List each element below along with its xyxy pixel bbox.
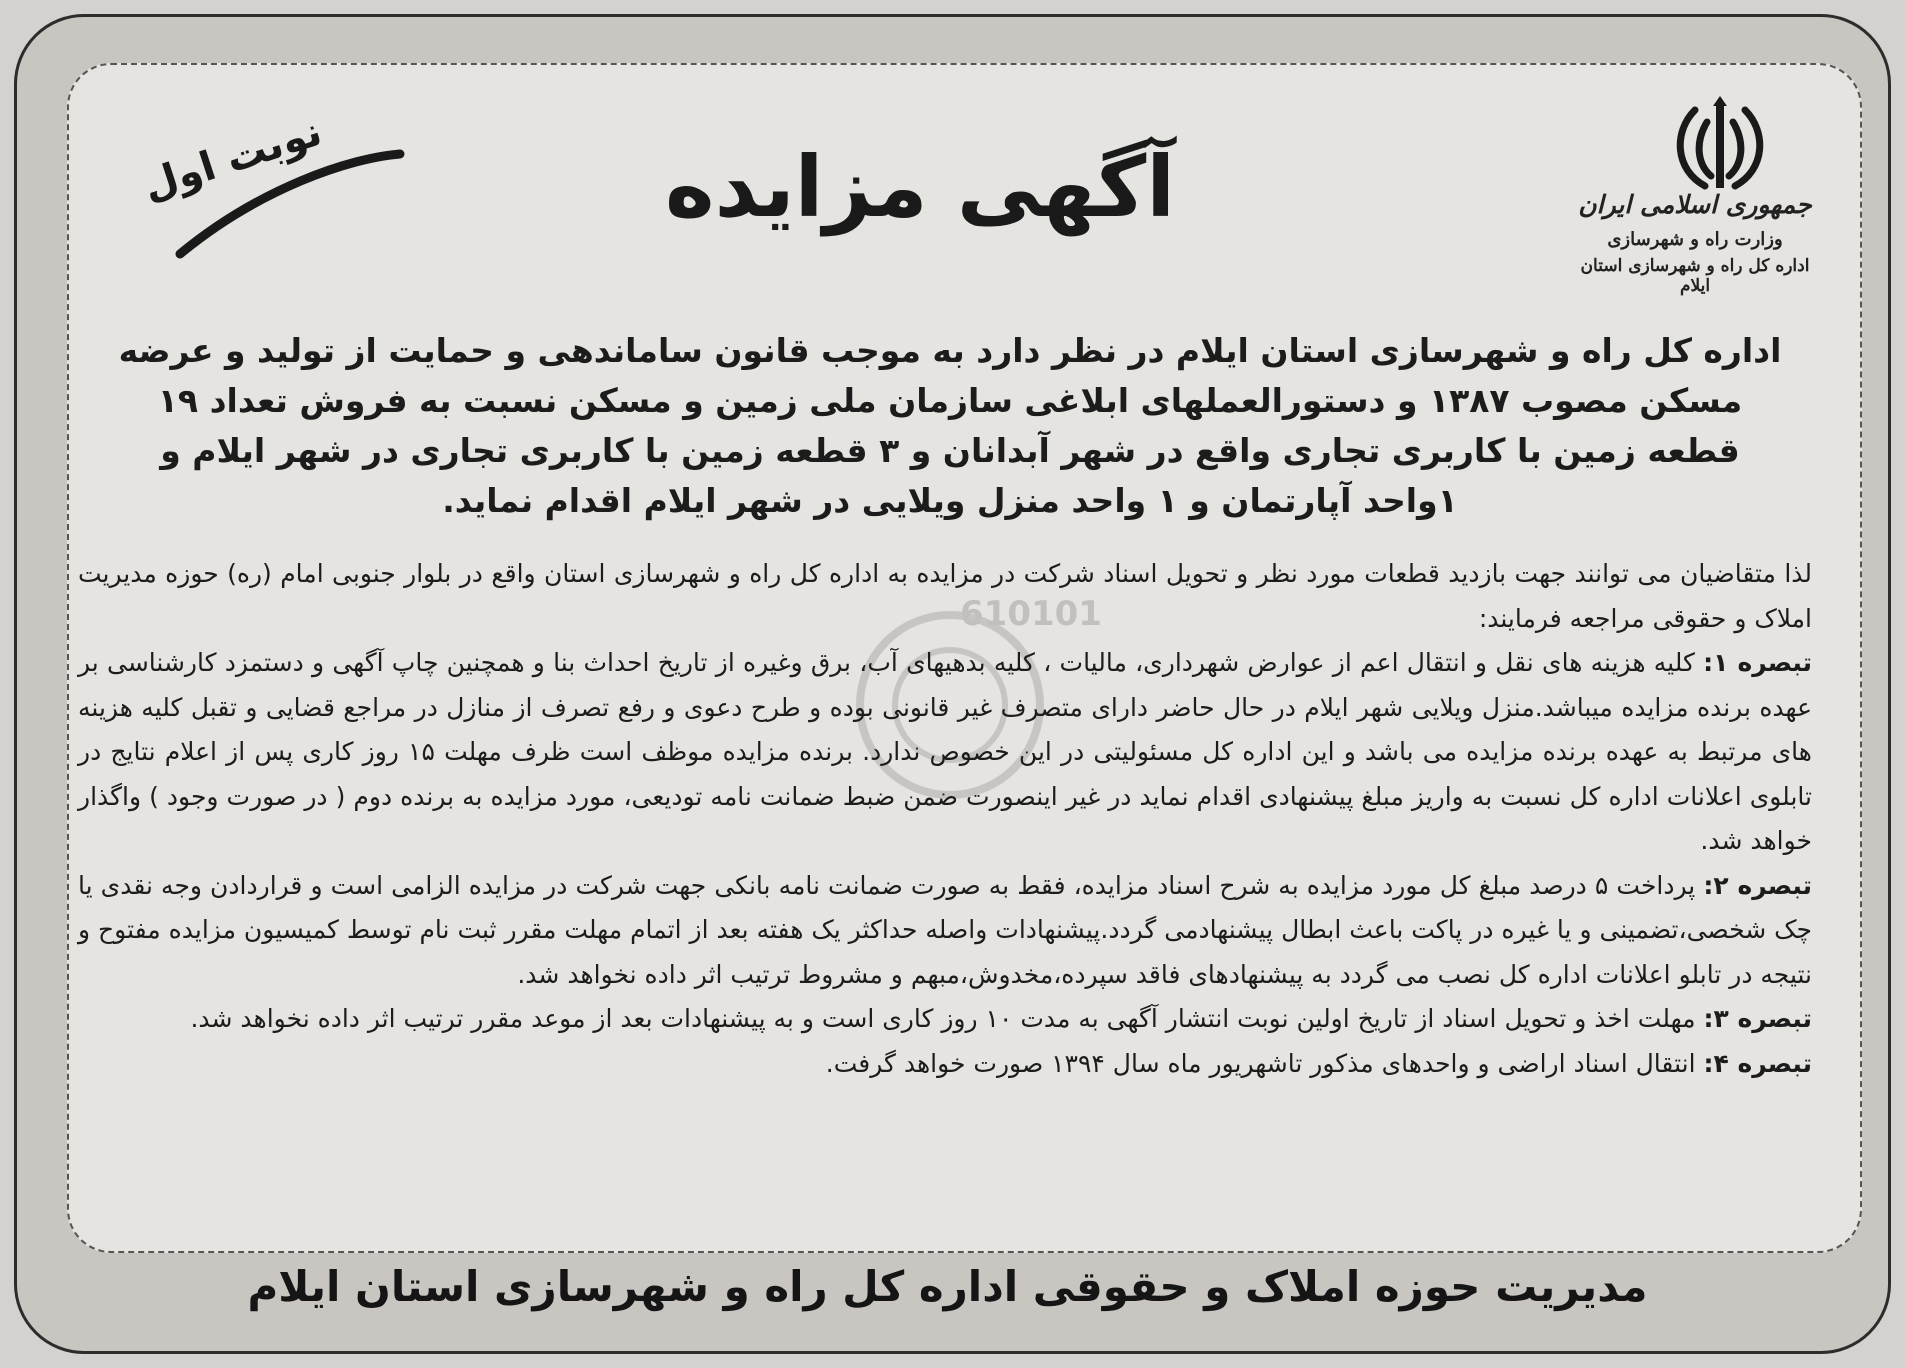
note-3 (78, 997, 1812, 1042)
note-1-text: کلیه هزینه های نقل و انتقال اعم از عوارض شهرداری، مالیات ، کلیه بدهیهای آب، برق وغیره از تاریخ احداث بنا و همچنین چاپ آگهی و دستمزد کارشناسی بر عهده برنده مزایده میباشد.منزل ویلایی شهر ایلام در حال حاضر دارای متصرف غیر قانونی بوده و طرح دعوی و رفع تصرف از منازل در مراجع قضایی و تقبل کلیه هزینه های مرتبط به عهده برنده مزایده می باشد و این اداره کل مسئولیتی در این خصوص ندارد. برنده مزایده موظف است ظرف مهلت ۱۵ روز کاری پس از اعلام نتایج در تابلوی اعلانات اداره کل نسبت به واریز مبلغ پیشنهادی اقدام نماید در غیر اینصورت ضمن ضبط ضمانت نامه تودیعی، مورد مزایده به برنده دوم ( در صورت وجود ) واگذار خواهد شد. (78, 648, 1812, 855)
iran-emblem-icon (1665, 92, 1775, 202)
organization-block (1565, 190, 1825, 296)
note-2-label: تبصره ۲: (1703, 870, 1813, 900)
notice-title: آگهی مزایده (664, 138, 1176, 236)
note-1-label: تبصره ۱: (1703, 648, 1812, 677)
note-2-text: پرداخت ۵ درصد مبلغ کل مورد مزایده به شرح اسناد مزایده، فقط به صورت ضمانت نامه بانکی جهت شرکت در مزایده الزامی است و قراردادن وجه نقدی یا چک شخصی،تضمینی و یا غیره در پاکت باعث ابطال پیشنهادمی گردد.پیشنهادات واصله حداکثر یک هفته بعد از اتمام مهلت مقرر ثبت نام توسط کمیسیون مزایده مفتوح و نتیجه در تابلو اعلانات اداره کل نصب می گردد به پیشنهادهای فاقد سپرده،مخدوش،مبهم و مشروط ترتیب اثر داده نخواهد شد. (78, 870, 1812, 989)
republic-name: جمهوری اسلامی ایران (1578, 190, 1812, 219)
note-4 (78, 1042, 1812, 1087)
note-3-label: تبصره ۳: (1703, 1004, 1812, 1033)
note-4-text: انتقال اسناد اراضی و واحدهای مذکور تاشهریور ماه سال ۱۳۹۴ صورت خواهد گرفت. (825, 1048, 1696, 1078)
note-2 (78, 864, 1812, 998)
intro-paragraph: اداره کل راه و شهرسازی استان ایلام در نظر دارد به موجب قانون ساماندهی و حمایت از تولید و عرضه مسکن مصوب ۱۳۸۷ و دستورالعملهای ابلاغی سازمان ملی زمین و مسکن نسبت به فروش تعداد ۱۹ قطعه زمین با کاربری تجاری واقع در شهر آبدانان و ۳ قطعه زمین با کاربری تجاری در شهر ایلام و ۱واحد آپارتمان و ۱ واحد منزل ویلایی در شهر ایلام اقدام نماید. (118, 331, 1782, 520)
note-1 (78, 641, 1812, 864)
note-3-text: مهلت اخذ و تحویل اسناد از تاریخ اولین نوبت انتشار آگهی به مدت ۱۰ روز کاری است و به پیشنهادات بعد از موعد مقرر ترتیب اثر داده نخواهد شد. (190, 1004, 1696, 1033)
round-label: نوبت اول (137, 108, 328, 210)
ministry-name: وزارت راه و شهرسازی (1607, 229, 1783, 250)
watermark-text: 610101 (960, 594, 1102, 634)
round-badge (120, 108, 420, 268)
invitation-paragraph: لذا متقاضیان می توانند جهت بازدید قطعات مورد نظر و تحویل اسناد شرکت در مزایده به اداره کل راه و شهرسازی استان واقع در بلوار جنوبی امام (ره) حوزه مدیریت املاک و حقوقی مراجعه فرمایند: (78, 559, 1812, 633)
note-4-label: تبصره ۴: (1703, 1048, 1812, 1078)
notice-body (78, 552, 1812, 1086)
footer-signature: مدیریت حوزه املاک و حقوقی اداره کل راه و شهرسازی استان ایلام (247, 1262, 1648, 1311)
directorate-name: اداره کل راه و شهرسازی استان ایلام (1580, 256, 1810, 296)
